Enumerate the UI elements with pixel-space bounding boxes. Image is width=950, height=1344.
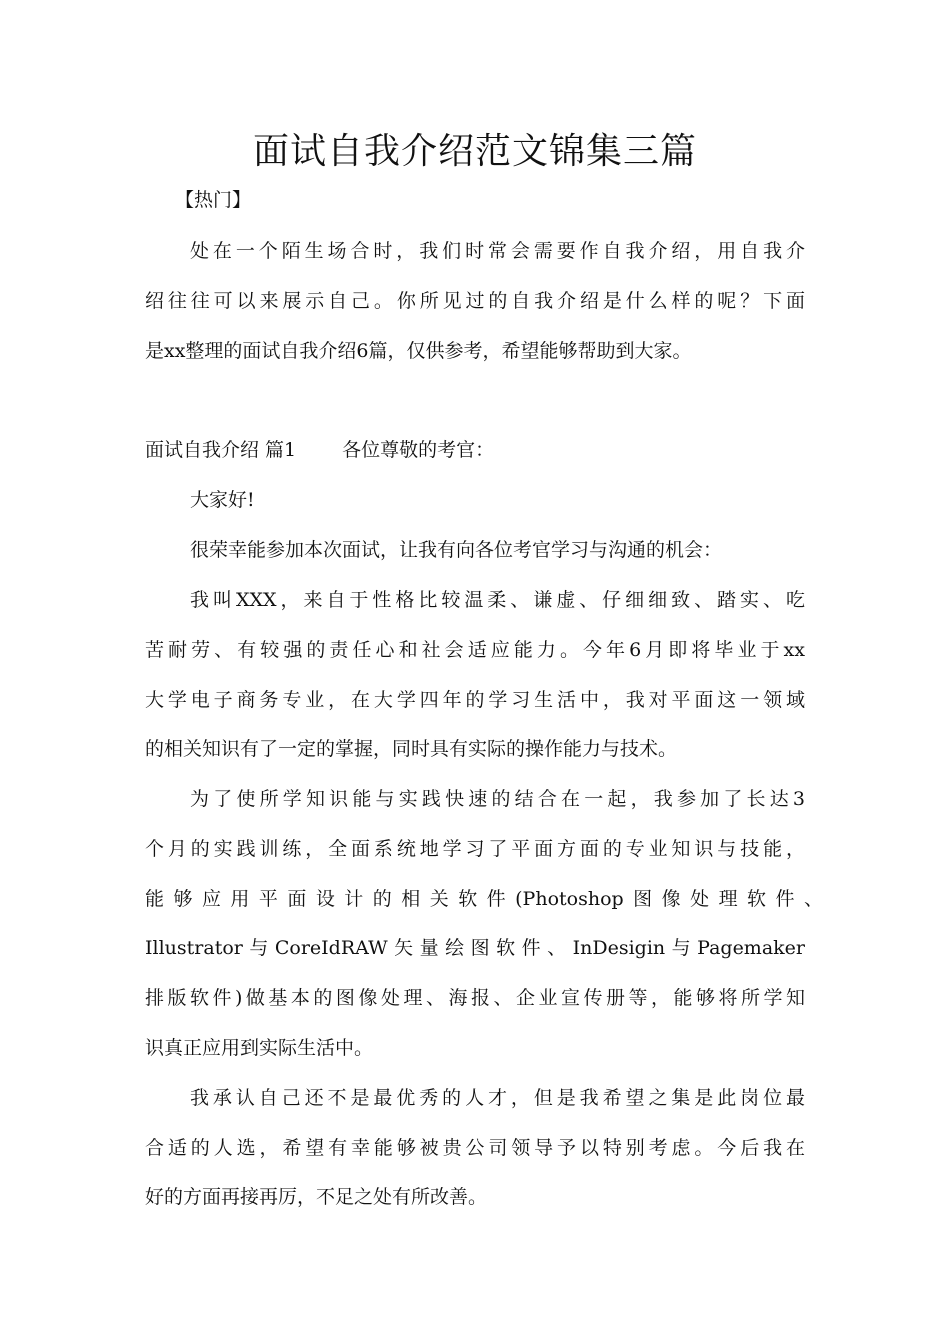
section-heading-row <box>145 436 494 464</box>
paragraph-line: 为了使所学知识能与实践快速的结合在一起，我参加了长达3 <box>190 788 805 810</box>
paragraph-line: 识真正应用到实际生活中。 <box>145 1037 374 1059</box>
paragraph-line: 我承认自己还不是最优秀的人才，但是我希望之集是此岗位最 <box>190 1087 805 1109</box>
paragraph-line: 大家好! <box>190 489 255 511</box>
paragraph-line: 个月的实践训练，全面系统地学习了平面方面的专业知识与技能， <box>145 838 805 860</box>
hot-tag: 【热门】 <box>175 189 252 211</box>
paragraph-line: 的相关知识有了一定的掌握，同时具有实际的操作能力与技术。 <box>145 738 678 760</box>
paragraph-line: Illustrator与CoreIdRAW矢量绘图软件、InDesigin与Pagemaker <box>145 937 805 959</box>
intro-line: 是xx整理的面试自我介绍6篇，仅供参考，希望能够帮助到大家。 <box>145 340 692 362</box>
paragraph-line: 苦耐劳、有较强的责任心和社会适应能力。今年6月即将毕业于xx <box>145 639 805 661</box>
paragraph-line: 我叫XXX，来自于性格比较温柔、谦虚、仔细细致、踏实、吃 <box>190 589 805 611</box>
intro-line: 绍往往可以来展示自己。你所见过的自我介绍是什么样的呢？下面 <box>145 290 805 312</box>
paragraph-line: 能够应用平面设计的相关软件(Photoshop图像处理软件、 <box>145 888 823 910</box>
intro-line: 处在一个陌生场合时，我们时常会需要作自我介绍，用自我介 <box>190 240 805 262</box>
paragraph-line: 排版软件)做基本的图像处理、海报、企业宣传册等，能够将所学知 <box>145 987 805 1009</box>
paragraph-line: 很荣幸能参加本次面试，让我有向各位考官学习与沟通的机会： <box>190 539 723 561</box>
paragraph-line: 合适的人选，希望有幸能够被贵公司领导予以特别考虑。今后我在 <box>145 1137 805 1159</box>
paragraph-line: 好的方面再接再厉，不足之处有所改善。 <box>145 1186 488 1208</box>
salutation: 各位尊敬的考官： <box>342 439 495 461</box>
section-heading: 面试自我介绍 篇1 <box>145 439 297 461</box>
paragraph-line: 大学电子商务专业，在大学四年的学习生活中，我对平面这一领域 <box>145 689 805 711</box>
document-title: 面试自我介绍范文锦集三篇 <box>252 131 697 172</box>
